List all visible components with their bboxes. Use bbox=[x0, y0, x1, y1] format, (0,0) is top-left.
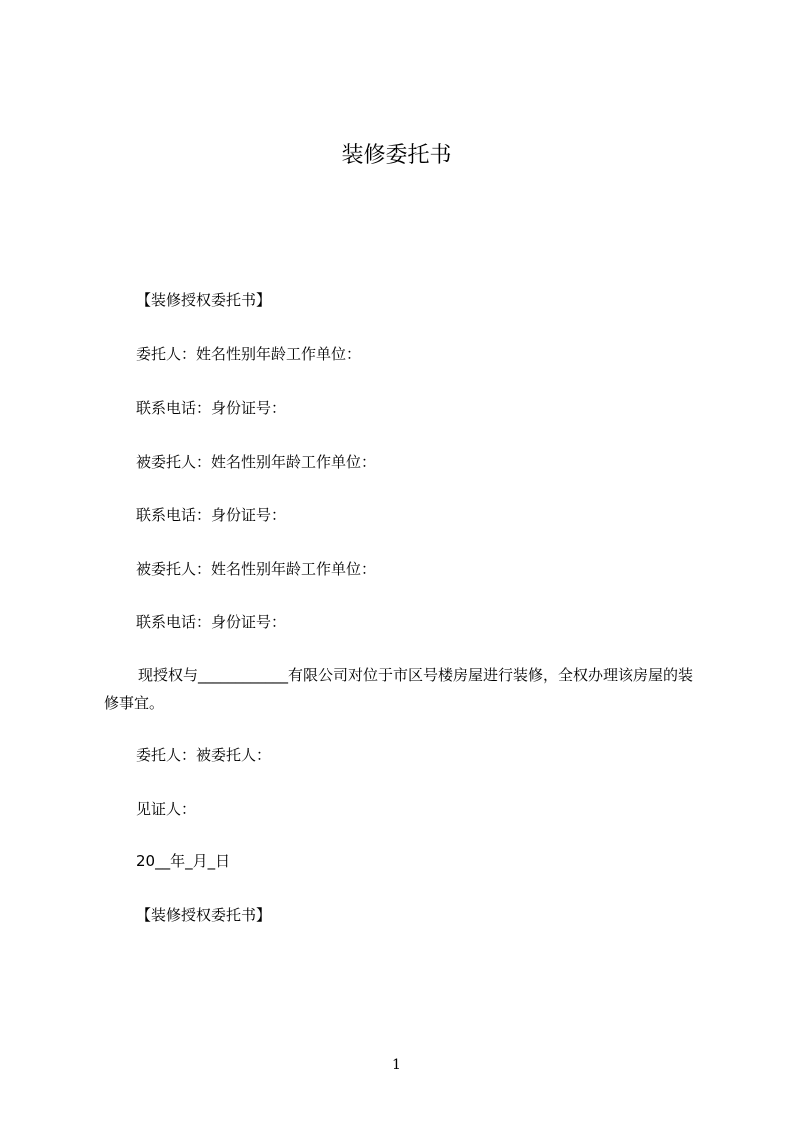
closing-heading: 【装修授权委托书】 bbox=[136, 906, 272, 924]
witness-line: 见证人： bbox=[136, 800, 197, 818]
agent-contact-line-2: 联系电话：身份证号： bbox=[136, 613, 287, 631]
document-title: 装修委托书 bbox=[341, 143, 452, 168]
principal-info-line: 委托人：姓名性别年龄工作单位： bbox=[136, 345, 362, 363]
agent-info-line-2: 被委托人：姓名性别年龄工作单位： bbox=[136, 560, 377, 578]
page-number: 1 bbox=[392, 1057, 401, 1073]
principal-contact-line: 联系电话：身份证号： bbox=[136, 399, 287, 417]
authorization-paragraph bbox=[104, 661, 704, 717]
agent-contact-line-1: 联系电话：身份证号： bbox=[136, 506, 287, 524]
signatures-line: 委托人：被委托人： bbox=[136, 746, 272, 764]
authorization-text: 现授权与____________有限公司对位于市区号楼房屋进行装修，全权办理该房屋的装修事宜。 bbox=[104, 666, 694, 712]
agent-info-line-1: 被委托人：姓名性别年龄工作单位： bbox=[136, 453, 377, 471]
date-line: 20__年_月_日 bbox=[136, 852, 231, 870]
section-heading: 【装修授权委托书】 bbox=[136, 291, 272, 309]
